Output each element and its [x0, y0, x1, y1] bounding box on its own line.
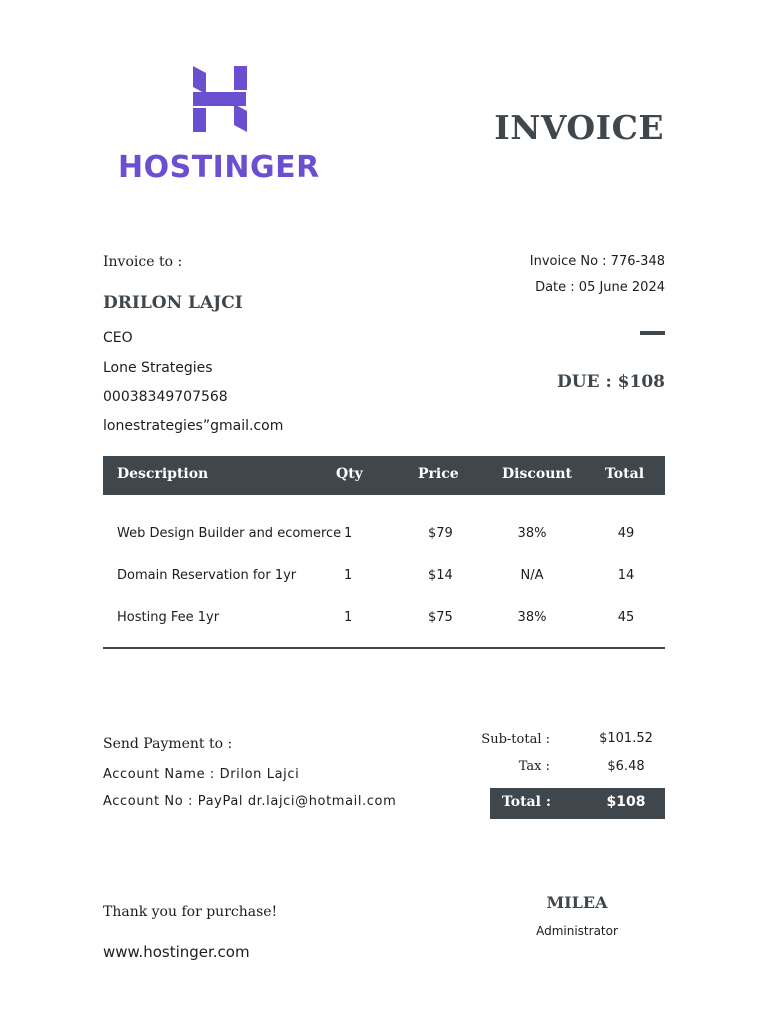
client-company: Lone Strategies	[103, 360, 213, 376]
items-table	[103, 456, 665, 639]
header-total: Total	[605, 466, 645, 482]
cell-description: Domain Reservation for 1yr	[117, 568, 297, 583]
account-name: Account Name : Drilon Lajci	[103, 767, 300, 782]
cell-qty: 1	[344, 568, 353, 583]
cell-price: $79	[428, 526, 453, 541]
account-number: Account No : PayPal dr.lajci@hotmail.com	[103, 794, 397, 809]
client-email: lonestrategies”gmail.com	[103, 418, 284, 434]
cell-qty: 1	[344, 610, 353, 625]
cell-description: Web Design Builder and ecomerce	[117, 526, 342, 541]
table-bottom-rule	[103, 647, 665, 649]
client-phone: 00038349707568	[103, 389, 228, 405]
header-qty: Qty	[336, 466, 363, 482]
subtotal-label: Sub-total :	[481, 732, 550, 747]
cell-discount: 38%	[517, 526, 547, 541]
brand-logo	[118, 64, 322, 188]
cell-price: $75	[428, 610, 453, 625]
total-bar	[490, 788, 665, 819]
cell-total: 45	[617, 610, 635, 625]
hostinger-h-logo-icon	[192, 66, 248, 132]
tax-label: Tax :	[518, 759, 550, 774]
cell-qty: 1	[344, 526, 353, 541]
table-row	[103, 597, 665, 639]
cell-description: Hosting Fee 1yr	[117, 610, 220, 625]
header-discount: Discount	[502, 466, 573, 482]
meta-divider	[640, 331, 665, 335]
cell-price: $14	[428, 568, 453, 583]
client-name: DRILON LAJCI	[103, 293, 243, 313]
payment-label: Send Payment to :	[103, 736, 233, 752]
table-row	[103, 555, 665, 597]
table-body	[103, 495, 665, 639]
header-price: Price	[418, 466, 459, 482]
cell-discount: N/A	[520, 568, 544, 583]
bill-to-label: Invoice to :	[103, 254, 183, 270]
table-row	[103, 513, 665, 555]
thank-you-note: Thank you for purchase!	[103, 904, 278, 920]
signer-title: Administrator	[536, 924, 618, 938]
tax-value: $6.48	[607, 759, 645, 774]
total-label: Total :	[501, 794, 551, 810]
website-link[interactable]: www.hostinger.com	[103, 943, 250, 961]
amount-due: DUE : $108	[557, 372, 665, 392]
page-title: INVOICE	[494, 108, 664, 147]
invoice-date: Date : 05 June 2024	[535, 280, 665, 295]
client-role: CEO	[103, 330, 133, 346]
cell-discount: 38%	[517, 610, 547, 625]
header-description: Description	[117, 466, 209, 482]
subtotal-value: $101.52	[599, 731, 653, 746]
signer-name: MILEA	[546, 893, 608, 912]
table-header	[103, 456, 665, 495]
cell-total: 49	[617, 526, 635, 541]
total-value: $108	[606, 794, 646, 810]
cell-total: 14	[617, 568, 635, 583]
invoice-number: Invoice No : 776-348	[529, 254, 665, 269]
brand-name: HOSTINGER	[118, 150, 320, 185]
